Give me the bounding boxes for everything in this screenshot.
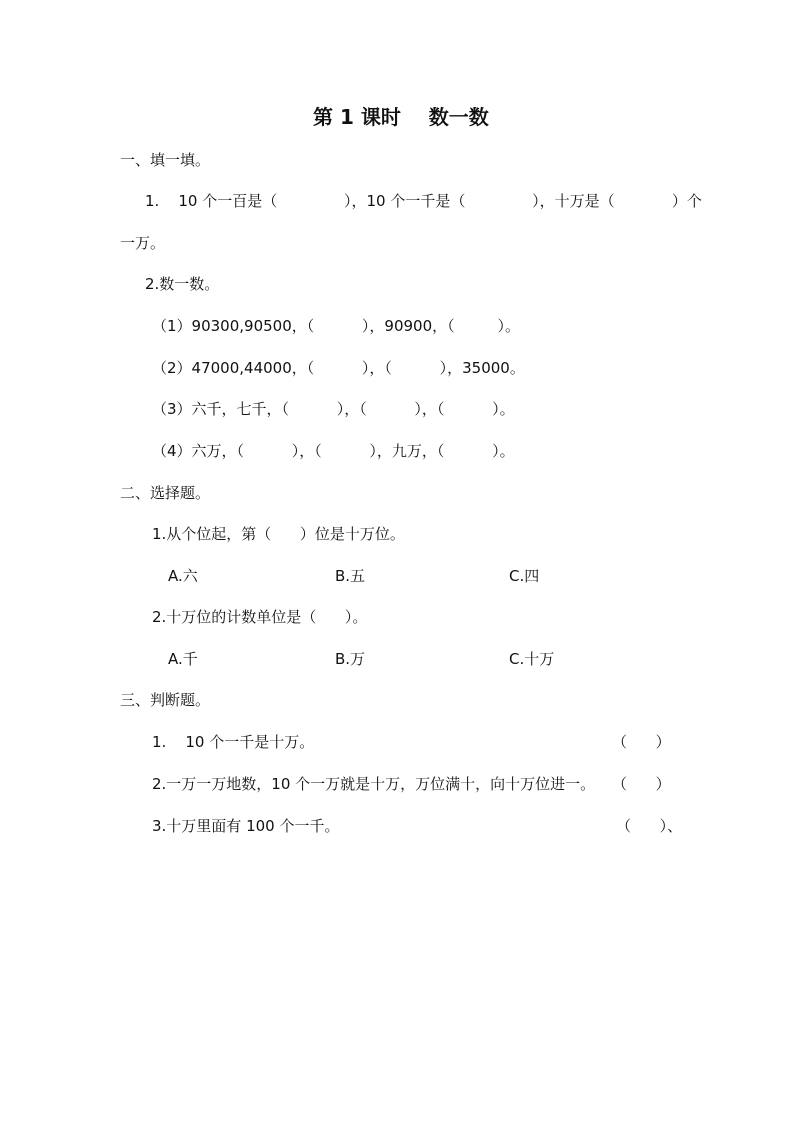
count-item-1: （1）90300,90500，（ ），90900，（ ）。 (152, 317, 521, 335)
judge-item-1-answer-blank: （ ） (612, 733, 671, 751)
count-item-3: （3）六千，七千，（ ），（ ），（ ）。 (152, 400, 515, 418)
choice-2-option-b: B.万 (335, 650, 366, 668)
judge-item-2: 2.一万一万地数，10 个一万就是十万，万位满十，向十万位进一。 (152, 775, 596, 793)
page-title: 第 1 课时 数一数 (313, 105, 489, 129)
choice-1-option-b: B.五 (335, 567, 366, 585)
section-heading-true-false: 三、判断题。 (120, 691, 211, 709)
fill-question-1-line-2: 一万。 (120, 234, 166, 252)
count-item-4: （4）六万，（ ），（ ），九万，（ ）。 (152, 442, 515, 460)
section-heading-choice: 二、选择题。 (120, 484, 211, 502)
judge-item-3-answer-blank: （ ）、 (616, 817, 683, 835)
judge-item-1: 1. 10 个一千是十万。 (152, 733, 315, 751)
choice-1-option-a: A.六 (168, 567, 198, 585)
fill-question-1-line-1: 1. 10 个一百是（ ），10 个一千是（ ），十万是（ ）个 (145, 192, 702, 210)
count-item-2: （2）47000,44000，（ ），（ ），35000。 (152, 359, 525, 377)
choice-2-option-c: C.十万 (509, 650, 555, 668)
choice-question-1: 1.从个位起，第（ ）位是十万位。 (152, 525, 405, 543)
judge-item-3: 3.十万里面有 100 个一千。 (152, 817, 340, 835)
fill-question-2: 2.数一数。 (145, 275, 220, 293)
choice-2-option-a: A.千 (168, 650, 198, 668)
judge-item-2-answer-blank: （ ） (612, 775, 671, 793)
section-heading-fill-in: 一、填一填。 (120, 151, 211, 169)
choice-question-2: 2.十万位的计数单位是（ ）。 (152, 608, 368, 626)
choice-1-option-c: C.四 (509, 567, 540, 585)
